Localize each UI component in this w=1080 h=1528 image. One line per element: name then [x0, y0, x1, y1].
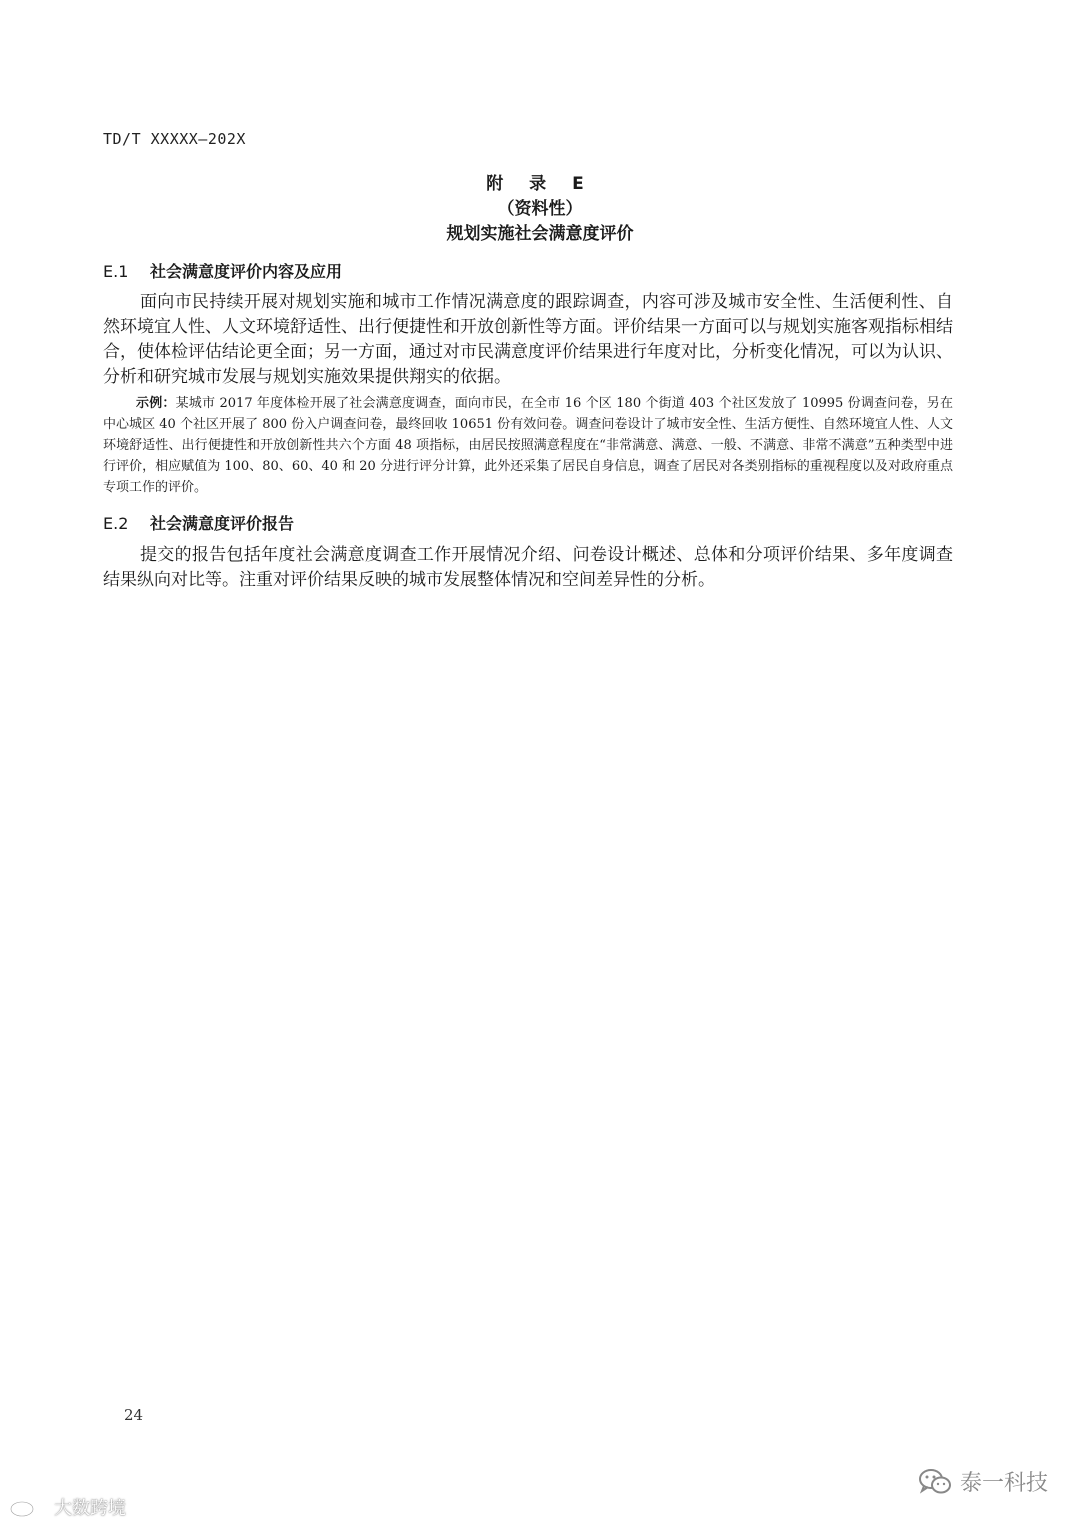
document-code: TD/T XXXXX—202X — [103, 130, 246, 148]
wechat-watermark — [918, 1466, 1048, 1497]
example-text: 某城市 2017 年度体检开展了社会满意度调查，面向市民，在全市 16 个区 180 个街道 403 个社区发放了 10995 份调查问卷，另在中心城区 40 个社区开展了 800 份入户调查问卷，最终回收 10651 份有效问卷。调查问卷设计了城市安全性、生活方便性、自然环境宜人性、人文环境舒适性、出行便捷性和开放创新性共六个方面 48 项指标，由居民按照满意程度在“非常满意、满意、一般、不满意、非常不满意”五种类型中进行评价，相应赋值为 100、80、60、40 和 20 分进行评分计算，此外还采集了居民自身信息，调查了居民对各类别指标的重视程度以及对政府重点专项工作的评价。 — [103, 396, 953, 495]
section-number: E.2 — [103, 514, 129, 533]
example-label: 示例： — [136, 396, 176, 411]
section-paragraph-e1: 面向市民持续开展对规划实施和城市工作情况满意度的跟踪调查，内容可涉及城市安全性、生活便利性、自然环境宜人性、人文环境舒适性、出行便捷性和开放创新性等方面。评价结果一方面可以与规划实施客观指标相结合，使体检评估结论更全面；另一方面，通过对市民满意度评价结果进行年度对比，分析变化情况，可以为认识、分析和研究城市发展与规划实施效果提供翔实的依据。 — [103, 292, 953, 387]
wechat-logo-icon — [918, 1468, 952, 1496]
section-heading-e2 — [103, 511, 294, 534]
section-number: E.1 — [103, 262, 129, 281]
weibo-watermark — [8, 1494, 126, 1520]
appendix-title: 规划实施社会满意度评价 — [446, 224, 634, 244]
appendix-nature: （资料性） — [497, 199, 583, 219]
section-title: 社会满意度评价内容及应用 — [150, 262, 343, 281]
wechat-account-name: 泰一科技 — [959, 1471, 1048, 1496]
section-title: 社会满意度评价报告 — [150, 514, 295, 533]
weibo-account-name: 大数跨境 — [54, 1498, 126, 1519]
page-number: 24 — [124, 1406, 144, 1424]
example-block — [103, 393, 953, 498]
section-paragraph-e2: 提交的报告包括年度社会满意度调查工作开展情况介绍、问卷设计概述、总体和分项评价结果、多年度调查结果纵向对比等。注重对评价结果反映的城市发展整体情况和空间差异性的分析。 — [103, 545, 953, 590]
section-heading-e1 — [103, 259, 342, 282]
weibo-logo-icon — [8, 1496, 48, 1518]
appendix-label: 附 录 E — [486, 174, 594, 194]
appendix-heading — [0, 172, 1080, 247]
